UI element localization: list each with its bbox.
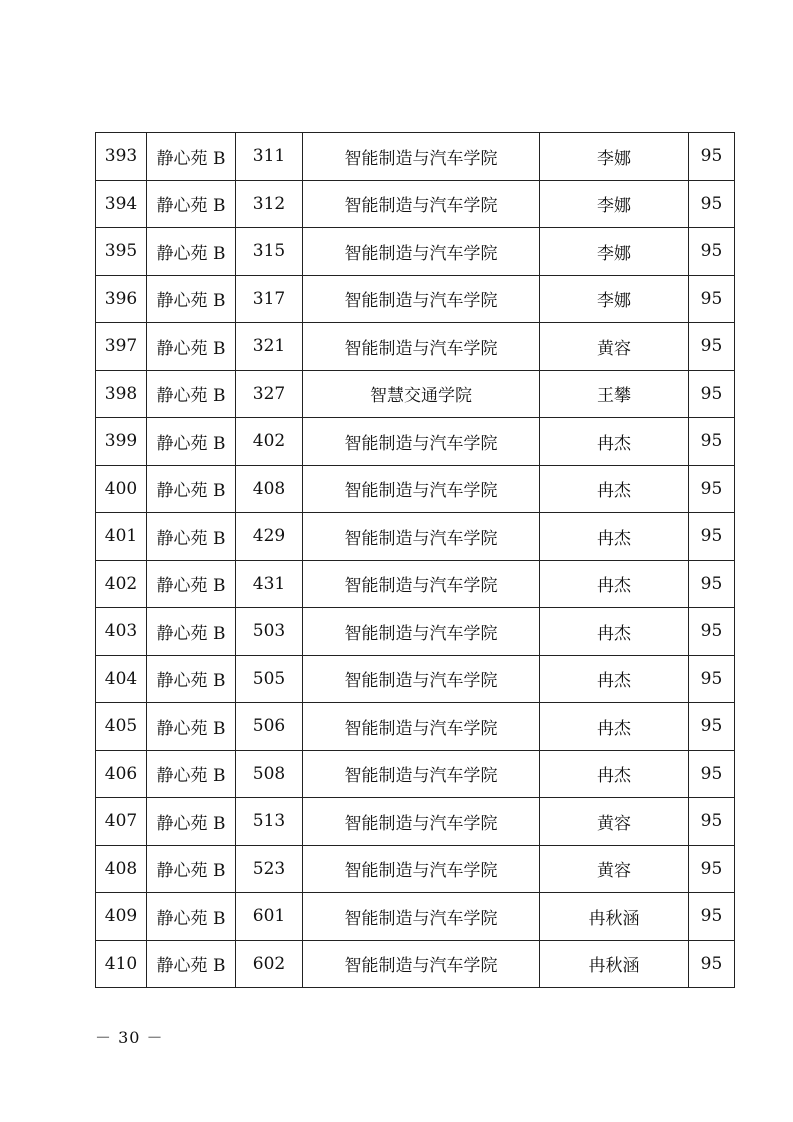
row-number-cell: 405 [96, 703, 147, 751]
score-cell: 95 [689, 370, 735, 418]
person-in-charge-cell: 冉杰 [540, 513, 689, 561]
table-row [96, 465, 735, 513]
score-cell: 95 [689, 465, 735, 513]
room-number-cell: 523 [236, 845, 303, 893]
score-cell: 95 [689, 560, 735, 608]
score-cell: 95 [689, 893, 735, 941]
college-cell: 智能制造与汽车学院 [303, 845, 540, 893]
score-cell: 95 [689, 418, 735, 466]
person-in-charge-cell: 冉秋涵 [540, 893, 689, 941]
college-cell: 智能制造与汽车学院 [303, 133, 540, 181]
person-in-charge-cell: 冉杰 [540, 465, 689, 513]
table-row [96, 370, 735, 418]
row-number-cell: 394 [96, 180, 147, 228]
building-cell: 静心苑 B [147, 798, 236, 846]
college-cell: 智能制造与汽车学院 [303, 228, 540, 276]
building-cell: 静心苑 B [147, 893, 236, 941]
building-cell: 静心苑 B [147, 370, 236, 418]
building-cell: 静心苑 B [147, 560, 236, 608]
room-number-cell: 503 [236, 608, 303, 656]
college-cell: 智能制造与汽车学院 [303, 180, 540, 228]
table-row [96, 703, 735, 751]
row-number-cell: 406 [96, 750, 147, 798]
room-number-cell: 327 [236, 370, 303, 418]
table-row [96, 133, 735, 181]
building-cell: 静心苑 B [147, 750, 236, 798]
person-in-charge-cell: 李娜 [540, 133, 689, 181]
person-in-charge-cell: 冉杰 [540, 608, 689, 656]
college-cell: 智能制造与汽车学院 [303, 750, 540, 798]
row-number-cell: 407 [96, 798, 147, 846]
college-cell: 智能制造与汽车学院 [303, 465, 540, 513]
table-row [96, 180, 735, 228]
room-number-cell: 601 [236, 893, 303, 941]
row-number-cell: 395 [96, 228, 147, 276]
building-cell: 静心苑 B [147, 323, 236, 371]
person-in-charge-cell: 李娜 [540, 275, 689, 323]
building-cell: 静心苑 B [147, 133, 236, 181]
building-cell: 静心苑 B [147, 608, 236, 656]
table-row [96, 323, 735, 371]
room-number-cell: 508 [236, 750, 303, 798]
room-number-cell: 505 [236, 655, 303, 703]
score-cell: 95 [689, 750, 735, 798]
room-number-cell: 602 [236, 940, 303, 988]
dormitory-score-table [95, 132, 735, 988]
table-row [96, 228, 735, 276]
building-cell: 静心苑 B [147, 465, 236, 513]
score-cell: 95 [689, 513, 735, 561]
row-number-cell: 398 [96, 370, 147, 418]
building-cell: 静心苑 B [147, 655, 236, 703]
score-cell: 95 [689, 133, 735, 181]
building-cell: 静心苑 B [147, 228, 236, 276]
score-cell: 95 [689, 180, 735, 228]
row-number-cell: 404 [96, 655, 147, 703]
row-number-cell: 408 [96, 845, 147, 893]
table-row [96, 513, 735, 561]
college-cell: 智能制造与汽车学院 [303, 418, 540, 466]
person-in-charge-cell: 冉杰 [540, 418, 689, 466]
row-number-cell: 403 [96, 608, 147, 656]
table-row [96, 608, 735, 656]
person-in-charge-cell: 李娜 [540, 180, 689, 228]
college-cell: 智能制造与汽车学院 [303, 513, 540, 561]
person-in-charge-cell: 冉杰 [540, 560, 689, 608]
room-number-cell: 513 [236, 798, 303, 846]
room-number-cell: 408 [236, 465, 303, 513]
person-in-charge-cell: 黄容 [540, 845, 689, 893]
person-in-charge-cell: 王攀 [540, 370, 689, 418]
row-number-cell: 397 [96, 323, 147, 371]
table-row [96, 893, 735, 941]
row-number-cell: 393 [96, 133, 147, 181]
building-cell: 静心苑 B [147, 940, 236, 988]
college-cell: 智能制造与汽车学院 [303, 608, 540, 656]
row-number-cell: 399 [96, 418, 147, 466]
row-number-cell: 401 [96, 513, 147, 561]
building-cell: 静心苑 B [147, 275, 236, 323]
table-row [96, 940, 735, 988]
table-row [96, 560, 735, 608]
room-number-cell: 506 [236, 703, 303, 751]
table-row [96, 418, 735, 466]
room-number-cell: 315 [236, 228, 303, 276]
college-cell: 智能制造与汽车学院 [303, 703, 540, 751]
room-number-cell: 311 [236, 133, 303, 181]
row-number-cell: 402 [96, 560, 147, 608]
college-cell: 智慧交通学院 [303, 370, 540, 418]
score-cell: 95 [689, 323, 735, 371]
room-number-cell: 321 [236, 323, 303, 371]
row-number-cell: 396 [96, 275, 147, 323]
page-number: － 30 － [95, 1028, 164, 1047]
college-cell: 智能制造与汽车学院 [303, 798, 540, 846]
room-number-cell: 402 [236, 418, 303, 466]
score-cell: 95 [689, 798, 735, 846]
building-cell: 静心苑 B [147, 845, 236, 893]
score-cell: 95 [689, 275, 735, 323]
room-number-cell: 317 [236, 275, 303, 323]
college-cell: 智能制造与汽车学院 [303, 275, 540, 323]
college-cell: 智能制造与汽车学院 [303, 940, 540, 988]
person-in-charge-cell: 冉杰 [540, 750, 689, 798]
person-in-charge-cell: 冉杰 [540, 703, 689, 751]
college-cell: 智能制造与汽车学院 [303, 893, 540, 941]
person-in-charge-cell: 黄容 [540, 798, 689, 846]
person-in-charge-cell: 冉秋涵 [540, 940, 689, 988]
building-cell: 静心苑 B [147, 513, 236, 561]
score-cell: 95 [689, 940, 735, 988]
table-row [96, 845, 735, 893]
score-cell: 95 [689, 655, 735, 703]
person-in-charge-cell: 黄容 [540, 323, 689, 371]
row-number-cell: 410 [96, 940, 147, 988]
table-row [96, 275, 735, 323]
score-cell: 95 [689, 703, 735, 751]
score-cell: 95 [689, 845, 735, 893]
score-cell: 95 [689, 608, 735, 656]
table-row [96, 750, 735, 798]
score-cell: 95 [689, 228, 735, 276]
room-number-cell: 431 [236, 560, 303, 608]
person-in-charge-cell: 冉杰 [540, 655, 689, 703]
college-cell: 智能制造与汽车学院 [303, 560, 540, 608]
room-number-cell: 429 [236, 513, 303, 561]
person-in-charge-cell: 李娜 [540, 228, 689, 276]
table-row [96, 655, 735, 703]
room-number-cell: 312 [236, 180, 303, 228]
college-cell: 智能制造与汽车学院 [303, 655, 540, 703]
building-cell: 静心苑 B [147, 180, 236, 228]
row-number-cell: 400 [96, 465, 147, 513]
college-cell: 智能制造与汽车学院 [303, 323, 540, 371]
building-cell: 静心苑 B [147, 703, 236, 751]
row-number-cell: 409 [96, 893, 147, 941]
table-row [96, 798, 735, 846]
building-cell: 静心苑 B [147, 418, 236, 466]
table-body [96, 133, 735, 988]
